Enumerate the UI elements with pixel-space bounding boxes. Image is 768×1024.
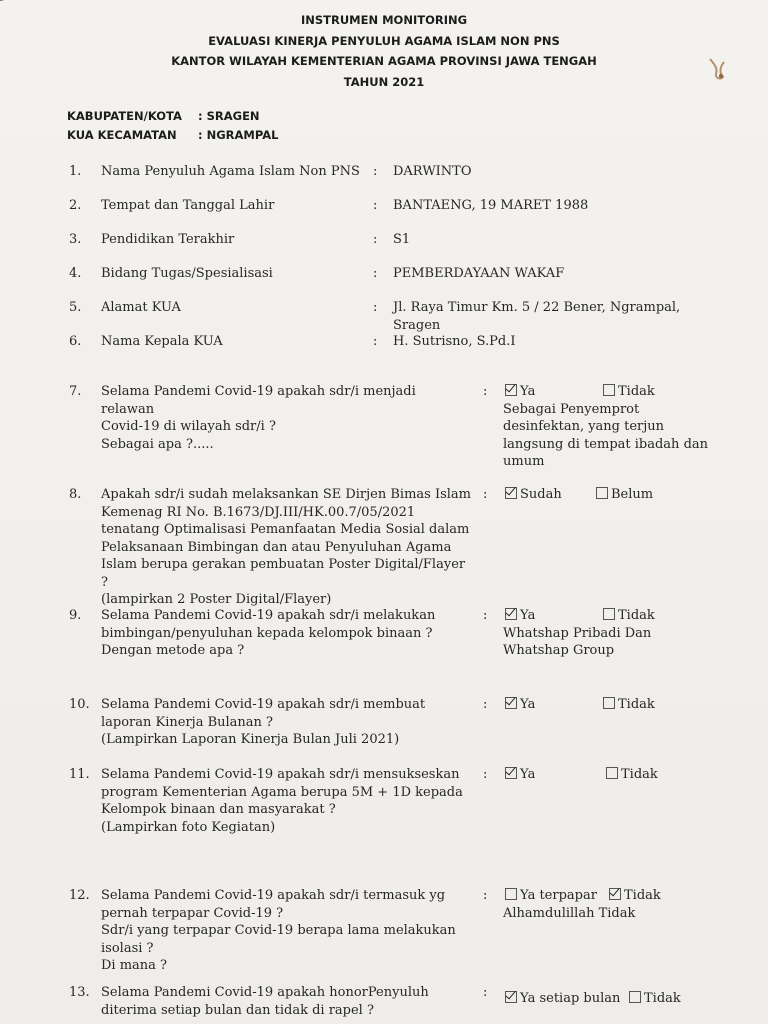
identity-value: BANTAENG, 19 MARET 1988 [393, 198, 589, 213]
checkbox-checked-icon[interactable] [505, 991, 517, 1003]
identity-label: Alamat KUA [101, 300, 181, 315]
kua-label: KUA KECAMATAN [67, 128, 177, 142]
header-line-3: KANTOR WILAYAH KEMENTERIAN AGAMA PROVINSI JAWA TENGAH [171, 54, 597, 68]
checkbox-checked-icon[interactable] [505, 608, 517, 620]
kua-row [67, 128, 278, 142]
colon: : [373, 164, 378, 179]
answer-note: Sebagai Penyemprot desinfektan, yang terjun langsung di tempat ibadah dan umum [503, 401, 709, 469]
colon: : [483, 487, 488, 502]
answer-note: Alhamdulillah Tidak [503, 905, 636, 921]
identity-label: Pendidikan Terakhir [101, 232, 235, 247]
checkbox-empty-icon[interactable] [603, 384, 615, 396]
question-text: Selama Pandemi Covid-19 apakah sdr/i mensukseskan program Kementerian Agama berupa 5M + 1D kepada Kelompok binaan dan masyarakat ? (Lampirkan foto Kegiatan) [101, 767, 463, 835]
question-text: Selama Pandemi Covid-19 apakah honorPenyuluh diterima setiap bulan dan tidak di rapel ? [101, 985, 429, 1018]
colon: : [373, 300, 378, 315]
colon: : [483, 384, 488, 399]
checkbox-empty-icon[interactable] [629, 991, 641, 1003]
document-header [0, 10, 768, 92]
option-tidak[interactable]: Tidak [603, 607, 655, 625]
option-tidak[interactable]: Tidak [629, 990, 681, 1008]
option-tidak[interactable]: Tidak [609, 887, 661, 905]
identity-value: PEMBERDAYAAN WAKAF [393, 266, 565, 281]
question-number: 8. [69, 487, 82, 502]
colon: : [483, 697, 488, 712]
question-number: 12. [69, 888, 90, 903]
colon: : [483, 985, 488, 1000]
identity-value: H. Sutrisno, S.Pd.I [393, 334, 516, 349]
header-line-2: EVALUASI KINERJA PENYULUH AGAMA ISLAM NON PNS [208, 33, 560, 48]
identity-value: S1 [393, 232, 411, 247]
question-text: Selama Pandemi Covid-19 apakah sdr/i melakukan bimbingan/penyuluhan kepada kelompok binaan ? Dengan metode apa ? [101, 608, 436, 658]
checkbox-checked-icon[interactable] [505, 697, 517, 709]
option-tidak[interactable]: Tidak [606, 766, 658, 784]
row-number: 1. [69, 164, 82, 179]
option-ya[interactable]: Ya [505, 766, 535, 784]
checkbox-empty-icon[interactable] [606, 767, 618, 779]
kabupaten-value: : SRAGEN [198, 109, 260, 123]
question-number: 7. [69, 384, 82, 399]
option-ya[interactable]: Ya [505, 607, 535, 625]
colon: : [483, 767, 488, 782]
row-number: 5. [69, 300, 82, 315]
question-text: Selama Pandemi Covid-19 apakah sdr/i membuat laporan Kinerja Bulanan ? (Lampirkan Laporan Kinerja Bulan Juli 2021) [101, 697, 426, 747]
colon: : [373, 266, 378, 281]
question-line: Sebagai apa ?..... [101, 436, 214, 452]
row-number: 4. [69, 266, 82, 281]
option-tidak[interactable]: Tidak [603, 383, 655, 401]
option-ya[interactable]: Ya [505, 696, 535, 714]
checkbox-checked-icon[interactable] [609, 888, 621, 900]
row-number: 6. [69, 334, 82, 349]
checkbox-empty-icon[interactable] [603, 697, 615, 709]
checkbox-empty-icon[interactable] [596, 487, 608, 499]
question-number: 13. [69, 985, 90, 1000]
question-line: Selama Pandemi Covid-19 apakah sdr/i menjadi relawan [101, 384, 416, 417]
checkbox-checked-icon[interactable] [505, 384, 517, 396]
header-line-1: INSTRUMEN MONITORING [300, 13, 468, 27]
option-belum[interactable]: Belum [596, 486, 653, 504]
kabupaten-label: KABUPATEN/KOTA [67, 109, 182, 123]
address-line-1: Jl. Raya Timur Km. 5 / 22 Bener, Ngrampal, [393, 300, 681, 315]
question-text: Apakah sdr/i sudah melaksankan SE Dirjen Bimas Islam Kemenag RI No. B.1673/DJ.III/HK.00.7/05/2021 tenatang Optimalisasi Pemanfaatan Media Sosial dalam Pelaksanaan Bimbingan dan atau Penyuluhan Agama Islam berupa gerakan pembuatan Poster Digital/Flayer ? (lampirkan 2 Poster Digital/Flayer) [101, 487, 472, 607]
question-text [101, 383, 471, 453]
option-ya[interactable]: Ya [505, 383, 535, 401]
option-ya-terpapar[interactable]: Ya terpapar [505, 887, 597, 905]
identity-value [393, 299, 713, 334]
option-ya-setiap-bulan[interactable]: Ya setiap bulan [505, 990, 620, 1008]
option-sudah[interactable]: Sudah [505, 486, 562, 504]
checkbox-empty-icon[interactable] [505, 888, 517, 900]
colon: : [483, 888, 488, 903]
kua-value: : NGRAMPAL [198, 128, 279, 142]
option-tidak[interactable]: Tidak [603, 696, 655, 714]
colon: : [373, 232, 378, 247]
identity-label: Tempat dan Tanggal Lahir [101, 198, 275, 213]
question-text: Selama Pandemi Covid-19 apakah sdr/i termasuk yg pernah terpapar Covid-19 ? Sdr/i yang terpapar Covid-19 berapa lama melakukan isolasi ? Di mana ? [101, 888, 456, 973]
header-line-4: TAHUN 2021 [343, 74, 425, 89]
colon: : [373, 334, 378, 349]
checkbox-checked-icon[interactable] [505, 767, 517, 779]
identity-label: Nama Kepala KUA [101, 334, 223, 349]
colon: : [373, 198, 378, 213]
row-number: 3. [69, 232, 82, 247]
checkbox-empty-icon[interactable] [603, 608, 615, 620]
question-number: 9. [69, 608, 82, 623]
checkbox-checked-icon[interactable] [505, 487, 517, 499]
question-number: 10. [69, 697, 90, 712]
address-line-2: Sragen [393, 317, 441, 333]
answer-note: Whatshap Pribadi Dan Whatshap Group [503, 625, 652, 658]
row-number: 2. [69, 198, 82, 213]
question-line: Covid-19 di wilayah sdr/i ? [101, 419, 276, 434]
identity-value: DARWINTO [393, 164, 472, 179]
identity-label: Bidang Tugas/Spesialisasi [101, 266, 273, 281]
colon: : [483, 608, 488, 623]
question-number: 11. [69, 767, 90, 782]
identity-label: Nama Penyuluh Agama Islam Non PNS [101, 164, 360, 179]
kabupaten-row [67, 109, 260, 123]
